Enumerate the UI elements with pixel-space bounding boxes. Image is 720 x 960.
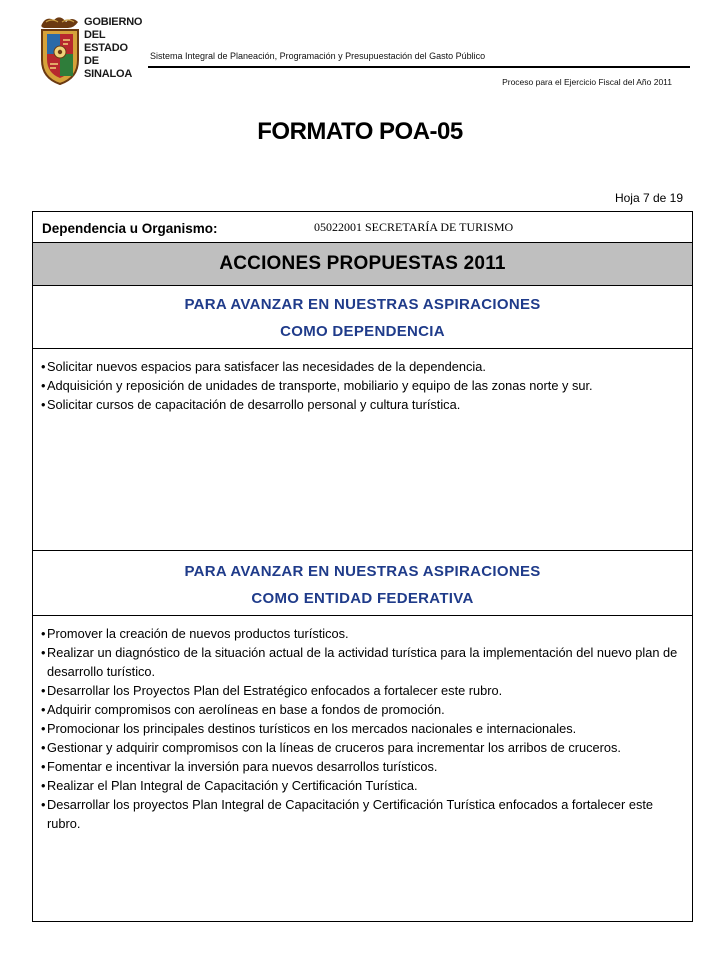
list-item: • Realizar un diagnóstico de la situación actual de la actividad turística para la implementación del nuevo plan de desarrollo turístico.	[42, 643, 680, 681]
bullet-list	[42, 357, 680, 414]
list-item: • Solicitar cursos de capacitación de desarrollo personal y cultura turística.	[42, 395, 680, 414]
list-item: • Solicitar nuevos espacios para satisfacer las necesidades de la dependencia.	[42, 357, 680, 376]
section-heading-line: COMO DEPENDENCIA	[280, 323, 445, 340]
section-body-federal-entity	[33, 616, 692, 921]
fiscal-process-line: Proceso para el Ejercicio Fiscal del Año 2011	[502, 77, 672, 87]
form-frame	[32, 211, 693, 922]
state-government-logotype	[84, 16, 144, 81]
bullet-list	[42, 624, 680, 833]
section-heading-dependency	[33, 286, 692, 349]
list-item: • Fomentar e incentivar la inversión para nuevos desarrollos turísticos.	[42, 757, 680, 776]
form-title: FORMATO POA-05	[257, 118, 463, 145]
list-item: • Promocionar los principales destinos turísticos en los mercados nacionales e internacionales.	[42, 719, 680, 738]
page-header	[0, 0, 720, 100]
section-heading-line: PARA AVANZAR EN NUESTRAS ASPIRACIONES	[184, 296, 541, 313]
section-heading-line: PARA AVANZAR EN NUESTRAS ASPIRACIONES	[184, 563, 541, 580]
system-title: Sistema Integral de Planeación, Programación y Presupuestación del Gasto Público	[150, 51, 486, 61]
actions-title: ACCIONES PROPUESTAS 2011	[219, 253, 506, 274]
actions-header	[33, 243, 692, 286]
list-item: • Adquisición y reposición de unidades de transporte, mobiliario y equipo de las zonas norte y sur.	[42, 376, 680, 395]
dependency-label: Dependencia u Organismo:	[42, 221, 218, 236]
dependency-row	[33, 212, 692, 243]
logotype-line: DE SINALOA	[84, 55, 133, 80]
section-heading-line: COMO ENTIDAD FEDERATIVA	[251, 590, 474, 607]
list-item: • Gestionar y adquirir compromisos con la líneas de cruceros para incrementar los arribos de cruceros.	[42, 738, 680, 757]
logotype-line: GOBIERNO	[84, 16, 143, 28]
list-item: • Desarrollar los proyectos Plan Integral de Capacitación y Certificación Turística enfocados a fortalecer este rubro.	[42, 795, 680, 833]
dependency-value: 05022001 SECRETARÍA DE TURISMO	[314, 220, 514, 234]
section-heading-federal-entity	[33, 550, 692, 616]
logotype-line: DEL ESTADO	[84, 29, 128, 54]
section-body-dependency	[33, 349, 692, 550]
sheet-indicator: Hoja 7 de 19	[614, 191, 683, 205]
list-item: • Desarrollar los Proyectos Plan del Estratégico enfocados a fortalecer este rubro.	[42, 681, 680, 700]
list-item: • Promover la creación de nuevos productos turísticos.	[42, 624, 680, 643]
list-item: • Realizar el Plan Integral de Capacitación y Certificación Turística.	[42, 776, 680, 795]
header-divider	[148, 66, 690, 68]
list-item: • Adquirir compromisos con aerolíneas en base a fondos de promoción.	[42, 700, 680, 719]
